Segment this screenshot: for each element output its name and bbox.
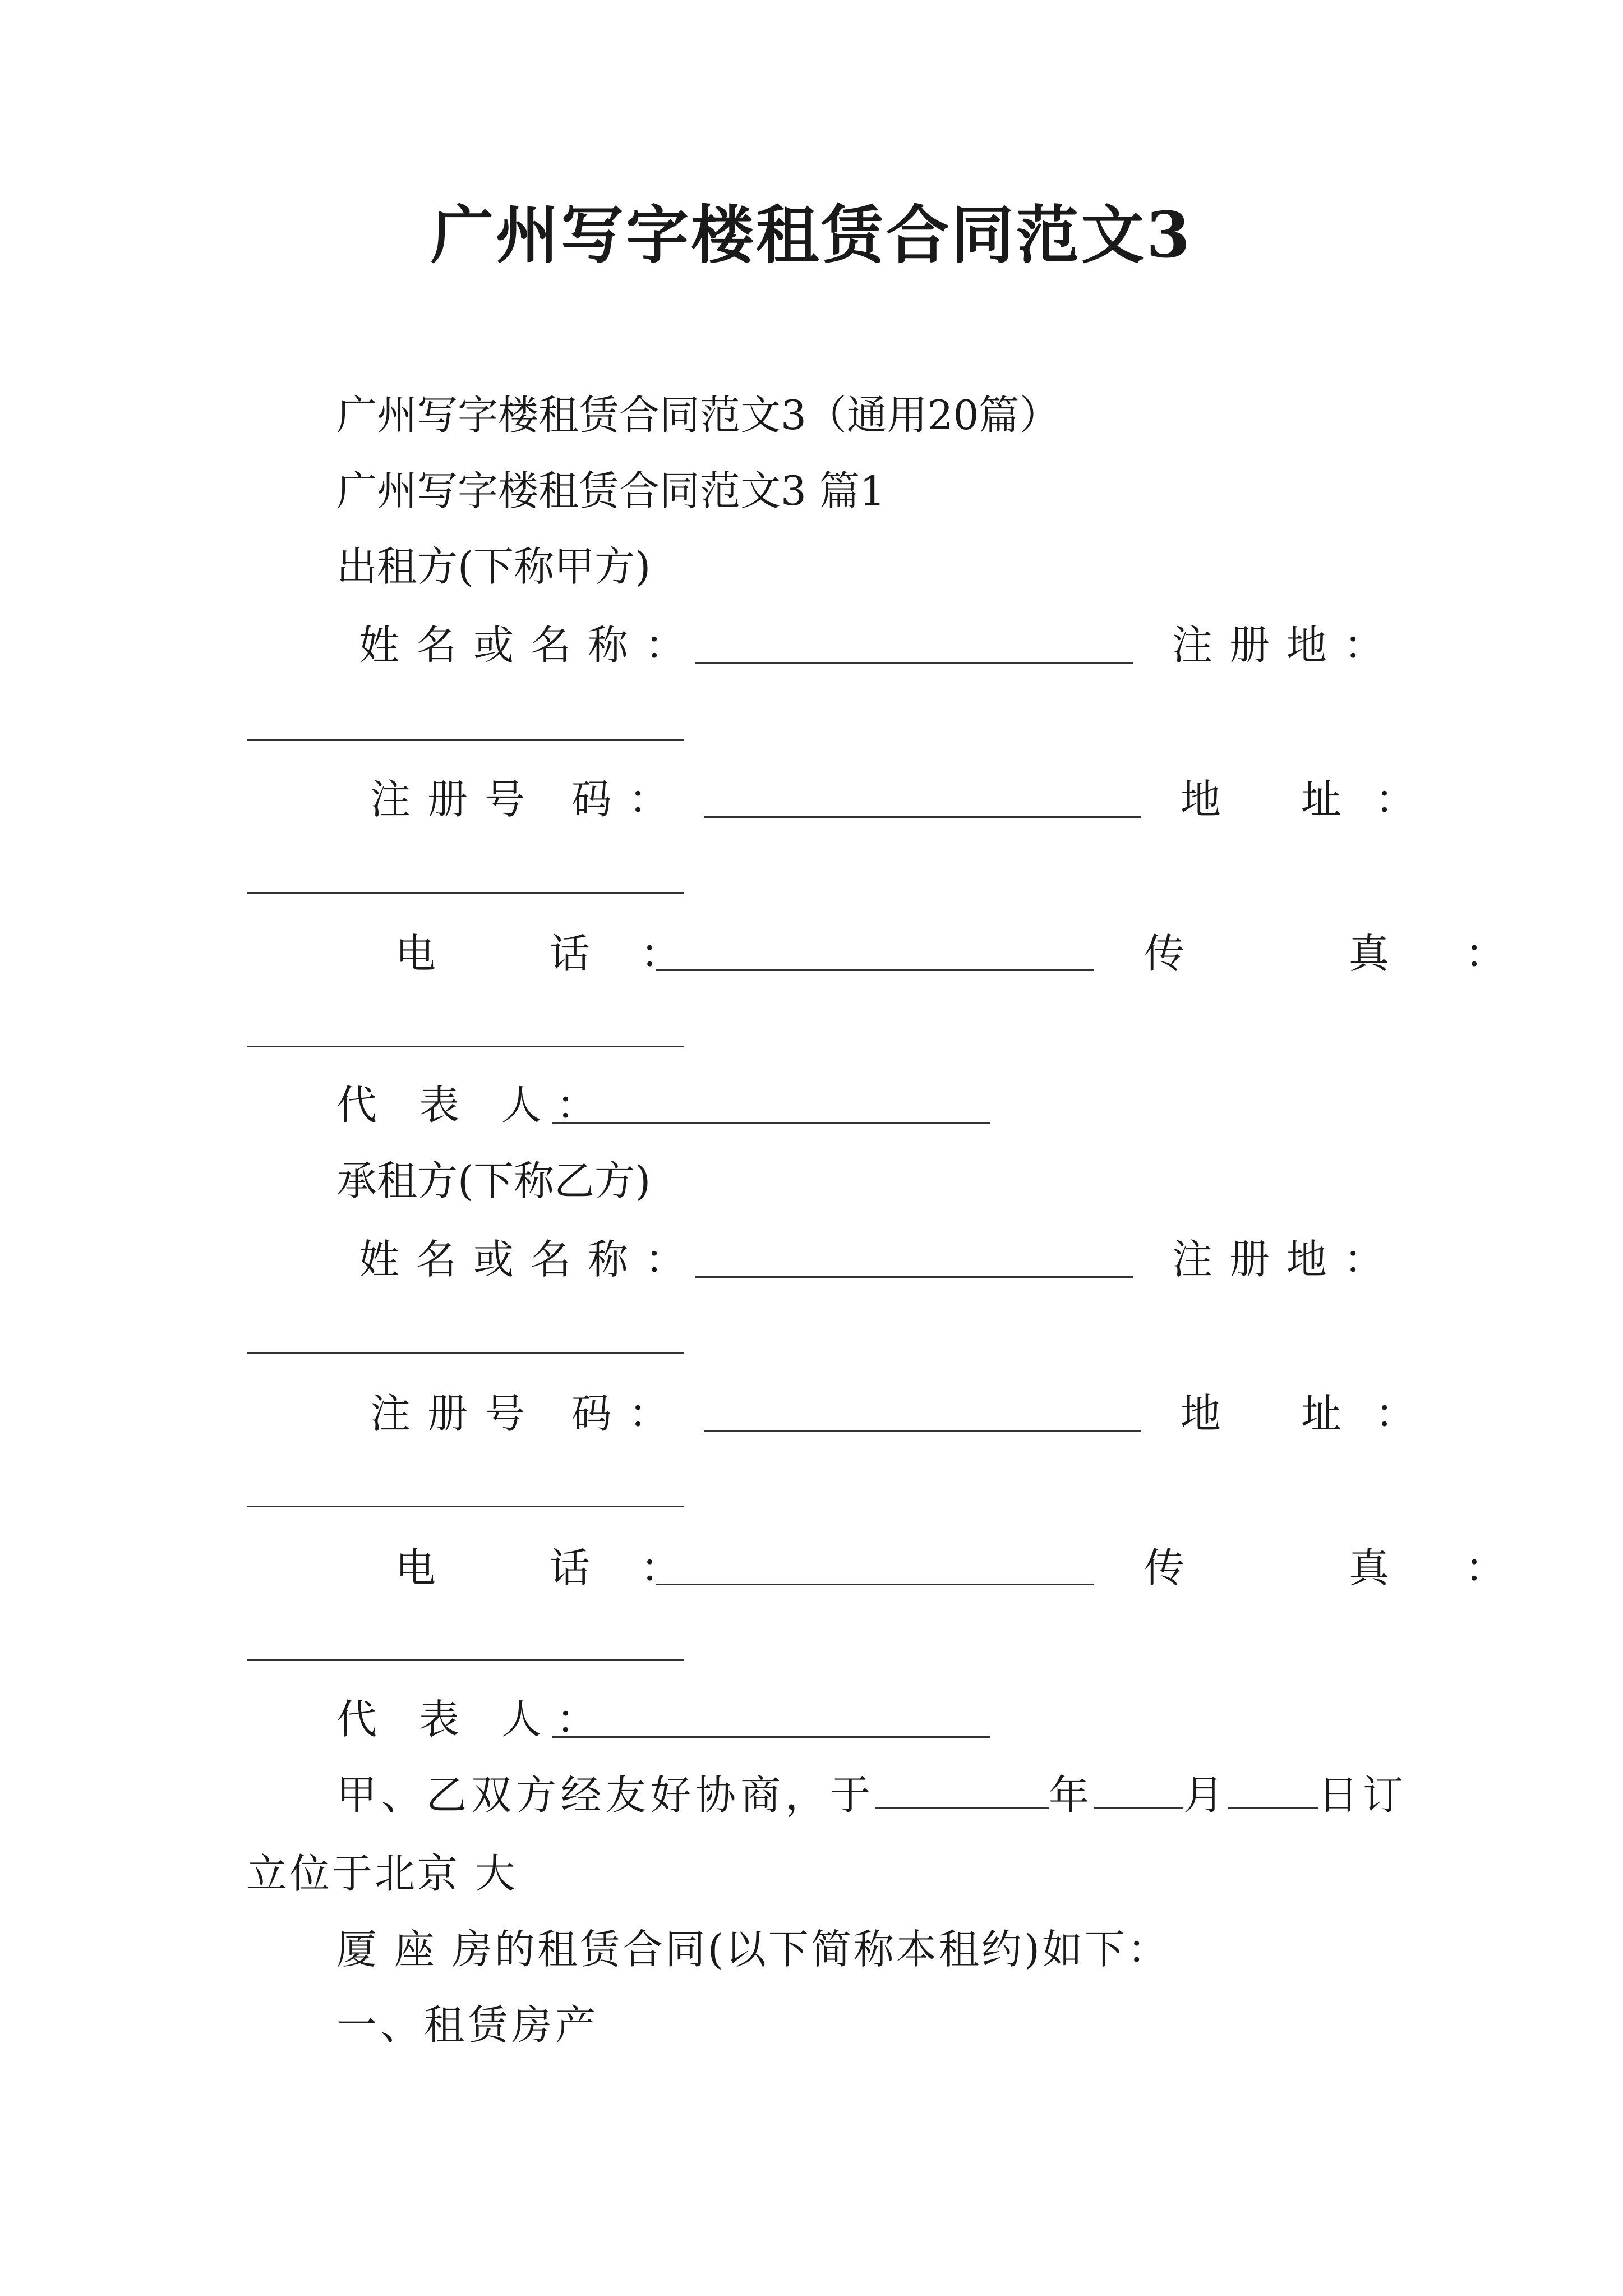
party-a-fax-blank	[247, 1046, 684, 1047]
party-b-heading: 承租方(下称乙方)	[336, 1157, 651, 1204]
agreement-line-2: 立位于北京 大	[247, 1850, 518, 1897]
party-b-reg-place-label: 注册地：	[1172, 1236, 1401, 1283]
party-b-address-label: 地 址：	[1181, 1390, 1449, 1437]
agreement-line-3: 厦 座 房的租赁合同(以下简称本租约)如下：	[336, 1926, 1170, 1973]
party-a-reg-number-blank	[704, 816, 1141, 818]
party-a-reg-place-blank	[247, 739, 684, 741]
party-b-phone-label: 电 话：	[395, 1544, 731, 1591]
intro-line-1: 广州写字楼租赁合同范文3（通用20篇）	[336, 392, 1060, 439]
party-a-name-label: 姓名或名称：	[359, 622, 703, 669]
party-b-phone-blank	[656, 1584, 1094, 1585]
party-a-address-label: 地 址：	[1181, 776, 1449, 823]
agreement-month-label: 月	[1183, 1772, 1229, 1819]
party-a-fax-label: 传 真：	[1144, 930, 1581, 977]
agreement-year-blank	[875, 1774, 1049, 1809]
party-a-address-blank	[247, 892, 684, 894]
agreement-day-blank	[1228, 1774, 1318, 1809]
party-a-rep-label: 代 表 人：	[336, 1082, 611, 1129]
intro-line-2: 广州写字楼租赁合同范文3 篇1	[336, 467, 886, 514]
party-b-reg-number-label: 注册号 码：	[370, 1390, 686, 1437]
party-b-fax-label: 传 真：	[1144, 1544, 1581, 1591]
party-b-reg-place-blank	[247, 1352, 684, 1354]
party-b-rep-label: 代 表 人：	[336, 1696, 611, 1743]
agreement-year-label: 年	[1049, 1772, 1094, 1819]
party-b-reg-number-blank	[704, 1430, 1141, 1432]
agreement-intro-text: 甲、乙双方经友好协商，于	[336, 1772, 875, 1819]
party-a-phone-blank	[656, 969, 1094, 971]
section-1-heading: 一、租赁房产	[336, 2001, 600, 2049]
document-title: 广州写字楼租赁合同范文3	[431, 199, 1192, 272]
party-a-phone-label: 电 话：	[395, 930, 731, 977]
party-b-rep-blank	[552, 1736, 990, 1738]
party-a-reg-number-label: 注册号 码：	[370, 776, 686, 823]
agreement-day-suffix: 日订	[1318, 1772, 1408, 1819]
party-a-rep-blank	[552, 1122, 990, 1124]
party-a-heading: 出租方(下称甲方)	[336, 543, 651, 590]
agreement-line-1	[336, 1767, 1408, 1823]
party-a-name-blank	[695, 662, 1133, 664]
party-b-fax-blank	[247, 1659, 684, 1661]
agreement-month-blank	[1094, 1774, 1183, 1809]
party-b-name-label: 姓名或名称：	[359, 1236, 703, 1283]
party-a-reg-place-label: 注册地：	[1172, 622, 1401, 669]
party-b-address-blank	[247, 1506, 684, 1507]
party-b-name-blank	[695, 1276, 1133, 1278]
